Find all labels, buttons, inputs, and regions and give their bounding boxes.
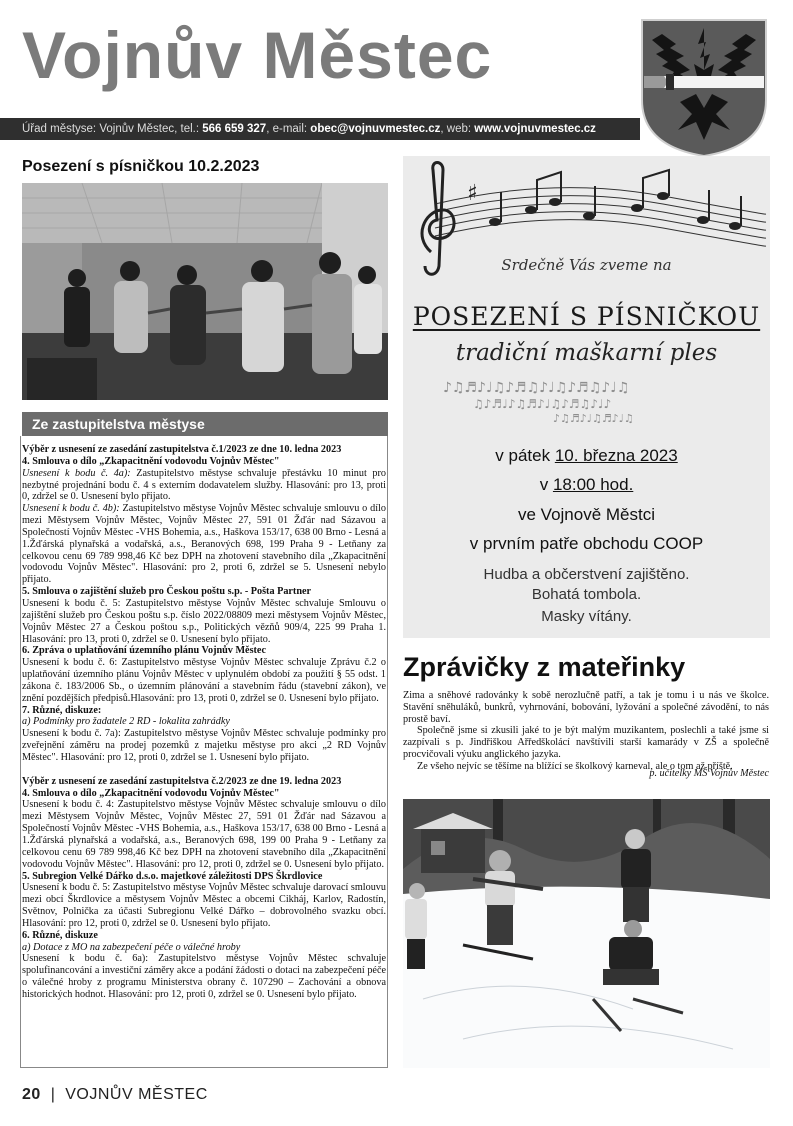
resolution-heading [22, 456, 386, 468]
resolution-text: a) Podmínky pro žadatele 2 RD - lokalita zahrádky [22, 716, 230, 728]
resolution-paragraph [22, 799, 386, 870]
resolution-label: Usnesení k bodu č. 4a): [22, 467, 131, 479]
resolution-paragraph [22, 657, 386, 704]
resolution-text: Usnesení k bodu č. 5: Zastupitelstvo městyse Vojnův Městec schvaluje Smlouvu o zajištění služeb pro Českou poštu s.p. číslo 2022/08809 mezi městysem Vojnův Městec, Vojnův Městec 27 a Českou poštou s.p., Politických vězňů 909/4, 225 99 Praha 1. Hlasování: pro 13, proti 0, zdržel se 0. Usnesení bylo přijato. [22, 597, 386, 645]
invite-date [403, 446, 770, 466]
resolution-paragraph [22, 942, 386, 954]
footer-separator: | [50, 1086, 56, 1103]
resolution-text: 6. Zpráva o uplatňování územního plánu Vojnův Městec [22, 645, 266, 657]
email-link[interactable]: obec@vojnuvmestec.cz [310, 123, 441, 135]
invite-extra-tombola: Bohatá tombola. [531, 586, 642, 603]
resolution-text: 5. Subregion Velké Dářko d.s.o. majetkové záležitosti DPS Škrdlovice [22, 870, 323, 882]
resolution-text: a) Dotace z MO na zabezpečení péče o válečné hroby [22, 941, 241, 953]
email-label: , e-mail: [266, 123, 311, 135]
kindergarten-text [403, 690, 769, 773]
section-title-posezeni: Posezení s písničkou 10.2.2023 [22, 158, 260, 175]
invite-extra-masks: Masky vítány. [541, 608, 632, 625]
kindergarten-paragraph: Společně jsme si zkusili jaké to je být malým muzikantem, poslechli a také jsme si zazpívali s p. Jindřiškou Ařředškolácí navštívili starší kamarády v ZŠ a společně procvičovali výuku anglického jazyka. [403, 725, 769, 760]
resolution-label: Usnesení k bodu č. 4b): [22, 503, 120, 515]
resolution-heading [22, 444, 386, 456]
svg-text:♪♫♬♪♩♫♪♬♫♪♩♫♪♬♫♪♩♫: ♪♫♬♪♩♫♪♬♫♪♩♫♪♬♫♪♩♫ [443, 380, 630, 396]
resolution-paragraph [22, 728, 386, 764]
resolution-paragraph [22, 503, 386, 586]
resolution-text: Zastupitelstvo městyse Vojnův Městec schvaluje smlouvu o dílo mezi Městysem Vojnův Městec, Vojnův Městec 27, 591 01 Žďár nad Sázavou a Společností Vojnův Městec -VHS Bohemia, a.s., Haškova 153/17, 638 00 Brno - Lesná a 1.Žďárská plynařská a vodařská, a.s., Beranových 698, 199 Praha 9 - Letňany za celkovou cenu 69 789 998,46 Kč bez DPH na zhotovení stavebního díla „Zkapacitnění vodovodu Vojnův Městec". Hlasování: pro 2, proti 6, zdržel se 5. Usnesení nebylo přijato. [22, 503, 386, 586]
resolution-paragraph [22, 598, 386, 645]
resolution-text: Usnesení k bodu č. 6a): Zastupitelstvo městyse Vojnův Městec schvaluje spolufinancování a investiční záměry akce a podání žádosti o dotaci na zabezpečení péče o válečné hroby z programu Ministerstva obrany č. 107290 – Zachování a obnova historických hodnot. Hlasování: pro 12, proti 0, zdržel se 0. Usnesení bylo přijato. [22, 953, 386, 1000]
resolution-text: Usnesení k bodu č. 4: Zastupitelstvo městyse Vojnův Městec schvaluje smlouvu o dílo mezi Městysem Vojnův Městec, Vojnův Městec 27, 591 01 Žďár nad Sázavou a Společností Vojnův Městec -VHS Bohemia, a.s., Haškova 153/17, 638 00 Brno - Lesná a 1.Žďárská plynařská a vodařská, a.s., Beranových 698, 199 00 Praha 9 - Letňany za celkovou cenu 69 789 998,46 Kč bez DPH na zhotovení stavebního díla „Zkapacitnění vodovodu Vojnův Městec". Hlasování: pro 12, proti 0, zdržel se 0. Usnesení bylo přijato. [22, 799, 386, 870]
council-resolutions [22, 444, 386, 1001]
resolution-text: 4. Smlouva o dílo „Zkapacitnění vodovodu Vojnův Městec" [22, 455, 280, 467]
invite-subtitle: tradiční maškarní ples [455, 340, 718, 366]
resolution-paragraph [22, 953, 386, 1000]
footer-title: VOJNŮV MĚSTEC [65, 1086, 208, 1103]
council-section-header: Ze zastupitelstva městyse [22, 412, 388, 436]
invite-greeting: Srdečně Vás zveme na [501, 256, 672, 274]
contact-bar [0, 118, 640, 140]
resolution-paragraph [22, 468, 386, 504]
resolution-text: Usnesení k bodu č. 5: Zastupitelstvo městyse Vojnův Městec schvaluje darovací smlouvu mezi obcí Škrdlovice a městysem Vojnův Městec a obcemi Cikháj, Karlov, Radostín, Světnov, Polnička za účasti Subregionu Velké Dářko – dobrovolného svazku obcí. Hlasování: pro 12, proti 0, zdržel se 0. Usnesení bylo přijato. [22, 882, 386, 929]
invite-place: ve Vojnově Městci [517, 505, 655, 524]
resolution-heading [22, 930, 386, 942]
web-label: , web: [440, 123, 475, 135]
web-link[interactable]: www.vojnuvmestec.cz [474, 123, 596, 135]
resolution-text: 7. Různé, diskuze: [22, 704, 102, 716]
resolution-heading [22, 586, 386, 598]
resolution-text: Výběr z usnesení ze zasedání zastupitelstva č.1/2023 ze dne 10. ledna 2023 [22, 444, 342, 455]
photo-children-skiing [403, 799, 770, 1068]
phone-number: 566 659 327 [202, 123, 267, 135]
kindergarten-paragraph: Ze všeho nejvíc se těšíme na blížící se školkový karneval, ale o tom až příště. [417, 760, 733, 772]
resolution-paragraph [22, 716, 386, 728]
invite-time-prefix: v [539, 475, 553, 494]
resolution-text: Usnesení k bodu č. 7a): Zastupitelstvo městyse Vojnův Městec schvaluje podmínky pro zveřejnění záměru na prodej pozemků z majetku městyse pro akci „2 RD Vojnův Městec". Hlasování: pro 12, proti 0, zdržel se 1. Usnesení bylo přijato. [22, 728, 386, 763]
resolution-text: Výběr z usnesení ze zasedání zastupitelstva č.2/2023 ze dne 19. ledna 2023 [22, 775, 342, 787]
resolution-text: 4. Smlouva o dílo „Zkapacitnění vodovodu Vojnův Městec" [22, 787, 280, 799]
resolution-text: 6. Různé, diskuze [22, 929, 98, 941]
invite-date-prefix: v pátek [495, 446, 555, 465]
page-number: 20 [22, 1086, 41, 1103]
kindergarten-title: Zprávičky z mateřinky [403, 652, 686, 682]
invite-title: POSEZENÍ S PÍSNIČKOU [412, 302, 761, 331]
invite-location: v prvním patře obchodu COOP [469, 534, 704, 553]
kindergarten-paragraph: Zima a sněhové radovánky k sobě nerozlučně patří, a tak je tomu i u nás ve školce. Stavění sněhuláků, bunkrů, vyhrnování, bobování, lyžování a společné závodění, to nás prostě baví. [403, 690, 769, 725]
resolution-spacer [22, 764, 386, 776]
masthead-title: Vojnův Městec [22, 18, 493, 92]
svg-text:♪♫♬♪♩♫♬♪♩♫: ♪♫♬♪♩♫♬♪♩♫ [553, 412, 634, 425]
coat-of-arms-icon [640, 18, 768, 158]
invitation-poster [403, 156, 770, 638]
resolution-heading [22, 776, 386, 788]
photo-dancing-seniors [22, 183, 388, 400]
invite-extra-music: Hudba a občerstvení zajištěno. [483, 566, 690, 583]
resolution-text: 5. Smlouva o zajištění služeb pro Českou poštu s.p. - Pošta Partner [22, 586, 312, 598]
resolution-heading [22, 871, 386, 883]
resolution-heading [22, 788, 386, 800]
resolution-paragraph [22, 882, 386, 929]
invite-date-value: 10. března 2023 [554, 446, 678, 465]
resolution-heading [22, 705, 386, 717]
contact-prefix: Úřad městyse: Vojnův Městec, tel.: [22, 123, 203, 135]
page-footer [22, 1086, 208, 1104]
invite-time [403, 475, 770, 495]
invite-time-value: 18:00 hod. [552, 475, 634, 494]
resolution-heading [22, 645, 386, 657]
resolution-text: Zastupitelstvo městyse schvaluje přestávku 10 minut pro nezbytné projednání bodu č. 4 s externím dodavatelem služby. Hlasování: pro 13, proti 0, zdržel se 0. Usnesení bylo přijato. [22, 467, 386, 503]
svg-text:♫♪♬♩♪♫♬♪♩♫♪♬♫♪♩♪: ♫♪♬♩♪♫♬♪♩♫♪♬♫♪♩♪ [473, 397, 612, 411]
resolution-text: Usnesení k bodu č. 6: Zastupitelstvo městyse Vojnův Městec schvaluje Zprávu č.2 o uplatňování územního plánu Vojnův Městec v uplynulém období za použití § 55 odst. 1 zákona č. 183/2006 Sb., o územním plánování a stavebním řádu (stavební zákon), ve znění pozdějších předpisů.Hlasování: pro 13, proti 0, zdržel se 0. Usnesení bylo přijato. [22, 657, 386, 704]
svg-text:♯: ♯ [467, 181, 478, 206]
kindergarten-signature: p. učitelky MŠ Vojnův Městec [649, 768, 769, 779]
